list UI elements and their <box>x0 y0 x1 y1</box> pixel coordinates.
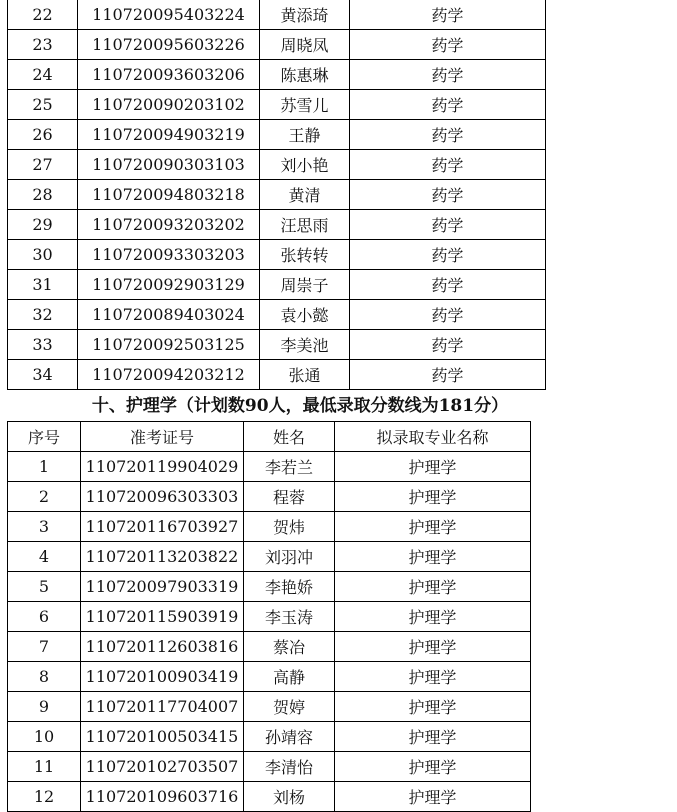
serial-number-cell: 8 <box>8 662 81 692</box>
name-cell: 袁小懿 <box>260 300 350 330</box>
exam-ticket-number-cell: 110720097903319 <box>81 572 244 602</box>
exam-ticket-number-cell: 110720117704007 <box>81 692 244 722</box>
name-cell: 刘羽冲 <box>244 542 335 572</box>
admitted-major-cell: 药学 <box>350 30 546 60</box>
name-cell: 张转转 <box>260 240 350 270</box>
admitted-major-cell: 护理学 <box>335 572 531 602</box>
table-row <box>8 120 546 150</box>
serial-number-cell: 32 <box>8 300 78 330</box>
admitted-major-cell: 护理学 <box>335 542 531 572</box>
admitted-major-cell: 药学 <box>350 90 546 120</box>
header-serial-number: 序号 <box>8 422 81 452</box>
table-row <box>8 572 531 602</box>
name-cell: 王静 <box>260 120 350 150</box>
table-row <box>8 632 531 662</box>
name-cell: 李清怡 <box>244 752 335 782</box>
serial-number-cell: 24 <box>8 60 78 90</box>
admitted-major-cell: 药学 <box>350 60 546 90</box>
exam-ticket-number-cell: 110720093603206 <box>78 60 260 90</box>
serial-number-cell: 28 <box>8 180 78 210</box>
name-cell: 高静 <box>244 662 335 692</box>
exam-ticket-number-cell: 110720094803218 <box>78 180 260 210</box>
exam-ticket-number-cell: 110720109603716 <box>81 782 244 812</box>
serial-number-cell: 31 <box>8 270 78 300</box>
table-row <box>8 482 531 512</box>
name-cell: 刘小艳 <box>260 150 350 180</box>
nursing-section-heading: 十、护理学（计划数90人，最低录取分数线为181分） <box>91 396 509 416</box>
table-row <box>8 60 546 90</box>
serial-number-cell: 7 <box>8 632 81 662</box>
admitted-major-cell: 护理学 <box>335 662 531 692</box>
name-cell: 李美池 <box>260 330 350 360</box>
name-cell: 李艳娇 <box>244 572 335 602</box>
exam-ticket-number-cell: 110720090303103 <box>78 150 260 180</box>
serial-number-cell: 6 <box>8 602 81 632</box>
table-row <box>8 0 546 30</box>
serial-number-cell: 33 <box>8 330 78 360</box>
table-row <box>8 722 531 752</box>
admitted-major-cell: 护理学 <box>335 722 531 752</box>
header-admitted-major: 拟录取专业名称 <box>335 422 531 452</box>
table-row <box>8 270 546 300</box>
table-row <box>8 240 546 270</box>
exam-ticket-number-cell: 110720095603226 <box>78 30 260 60</box>
serial-number-cell: 25 <box>8 90 78 120</box>
table-row <box>8 330 546 360</box>
admitted-major-cell: 药学 <box>350 180 546 210</box>
table-row <box>8 542 531 572</box>
name-cell: 黄清 <box>260 180 350 210</box>
name-cell: 贺炜 <box>244 512 335 542</box>
serial-number-cell: 30 <box>8 240 78 270</box>
serial-number-cell: 27 <box>8 150 78 180</box>
table-row <box>8 360 546 390</box>
serial-number-cell: 11 <box>8 752 81 782</box>
admitted-major-cell: 护理学 <box>335 512 531 542</box>
exam-ticket-number-cell: 110720113203822 <box>81 542 244 572</box>
admitted-major-cell: 药学 <box>350 120 546 150</box>
table-row <box>8 782 531 812</box>
name-cell: 李玉涛 <box>244 602 335 632</box>
table-row <box>8 692 531 722</box>
table-row <box>8 452 531 482</box>
name-cell: 黄添琦 <box>260 0 350 30</box>
exam-ticket-number-cell: 110720115903919 <box>81 602 244 632</box>
serial-number-cell: 29 <box>8 210 78 240</box>
exam-ticket-number-cell: 110720094903219 <box>78 120 260 150</box>
exam-ticket-number-cell: 110720093303203 <box>78 240 260 270</box>
admitted-major-cell: 护理学 <box>335 692 531 722</box>
exam-ticket-number-cell: 110720090203102 <box>78 90 260 120</box>
table-row <box>8 602 531 632</box>
serial-number-cell: 26 <box>8 120 78 150</box>
serial-number-cell: 9 <box>8 692 81 722</box>
admitted-major-cell: 护理学 <box>335 632 531 662</box>
exam-ticket-number-cell: 110720100503415 <box>81 722 244 752</box>
exam-ticket-number-cell: 110720095403224 <box>78 0 260 30</box>
table-row <box>8 180 546 210</box>
table-row <box>8 300 546 330</box>
table-row <box>8 210 546 240</box>
name-cell: 苏雪儿 <box>260 90 350 120</box>
admitted-major-cell: 药学 <box>350 150 546 180</box>
admitted-major-cell: 药学 <box>350 300 546 330</box>
name-cell: 汪思雨 <box>260 210 350 240</box>
exam-ticket-number-cell: 110720112603816 <box>81 632 244 662</box>
admitted-major-cell: 药学 <box>350 270 546 300</box>
exam-ticket-number-cell: 110720102703507 <box>81 752 244 782</box>
name-cell: 刘杨 <box>244 782 335 812</box>
header-exam-ticket-number: 准考证号 <box>81 422 244 452</box>
admitted-major-cell: 药学 <box>350 330 546 360</box>
admitted-major-cell: 护理学 <box>335 782 531 812</box>
table-row <box>8 662 531 692</box>
serial-number-cell: 12 <box>8 782 81 812</box>
table-row <box>8 90 546 120</box>
header-name: 姓名 <box>244 422 335 452</box>
exam-ticket-number-cell: 110720100903419 <box>81 662 244 692</box>
name-cell: 孙靖容 <box>244 722 335 752</box>
admitted-major-cell: 护理学 <box>335 482 531 512</box>
admitted-major-cell: 护理学 <box>335 452 531 482</box>
exam-ticket-number-cell: 110720119904029 <box>81 452 244 482</box>
name-cell: 贺婷 <box>244 692 335 722</box>
pharmacy-admission-table <box>7 0 546 390</box>
table-row <box>8 150 546 180</box>
name-cell: 陈惠琳 <box>260 60 350 90</box>
exam-ticket-number-cell: 110720092503125 <box>78 330 260 360</box>
exam-ticket-number-cell: 110720096303303 <box>81 482 244 512</box>
admitted-major-cell: 药学 <box>350 360 546 390</box>
name-cell: 周晓凤 <box>260 30 350 60</box>
exam-ticket-number-cell: 110720089403024 <box>78 300 260 330</box>
serial-number-cell: 4 <box>8 542 81 572</box>
serial-number-cell: 5 <box>8 572 81 602</box>
table-header-row <box>8 422 531 452</box>
admitted-major-cell: 药学 <box>350 210 546 240</box>
table-row <box>8 30 546 60</box>
exam-ticket-number-cell: 110720093203202 <box>78 210 260 240</box>
exam-ticket-number-cell: 110720094203212 <box>78 360 260 390</box>
admitted-major-cell: 护理学 <box>335 752 531 782</box>
serial-number-cell: 3 <box>8 512 81 542</box>
name-cell: 程蓉 <box>244 482 335 512</box>
admitted-major-cell: 药学 <box>350 240 546 270</box>
exam-ticket-number-cell: 110720116703927 <box>81 512 244 542</box>
name-cell: 李若兰 <box>244 452 335 482</box>
serial-number-cell: 1 <box>8 452 81 482</box>
admitted-major-cell: 药学 <box>350 0 546 30</box>
nursing-admission-table <box>7 421 531 812</box>
name-cell: 周崇子 <box>260 270 350 300</box>
name-cell: 张通 <box>260 360 350 390</box>
serial-number-cell: 23 <box>8 30 78 60</box>
exam-ticket-number-cell: 110720092903129 <box>78 270 260 300</box>
serial-number-cell: 22 <box>8 0 78 30</box>
table-row <box>8 752 531 782</box>
serial-number-cell: 10 <box>8 722 81 752</box>
name-cell: 蔡冶 <box>244 632 335 662</box>
table-row <box>8 512 531 542</box>
serial-number-cell: 2 <box>8 482 81 512</box>
serial-number-cell: 34 <box>8 360 78 390</box>
admitted-major-cell: 护理学 <box>335 602 531 632</box>
